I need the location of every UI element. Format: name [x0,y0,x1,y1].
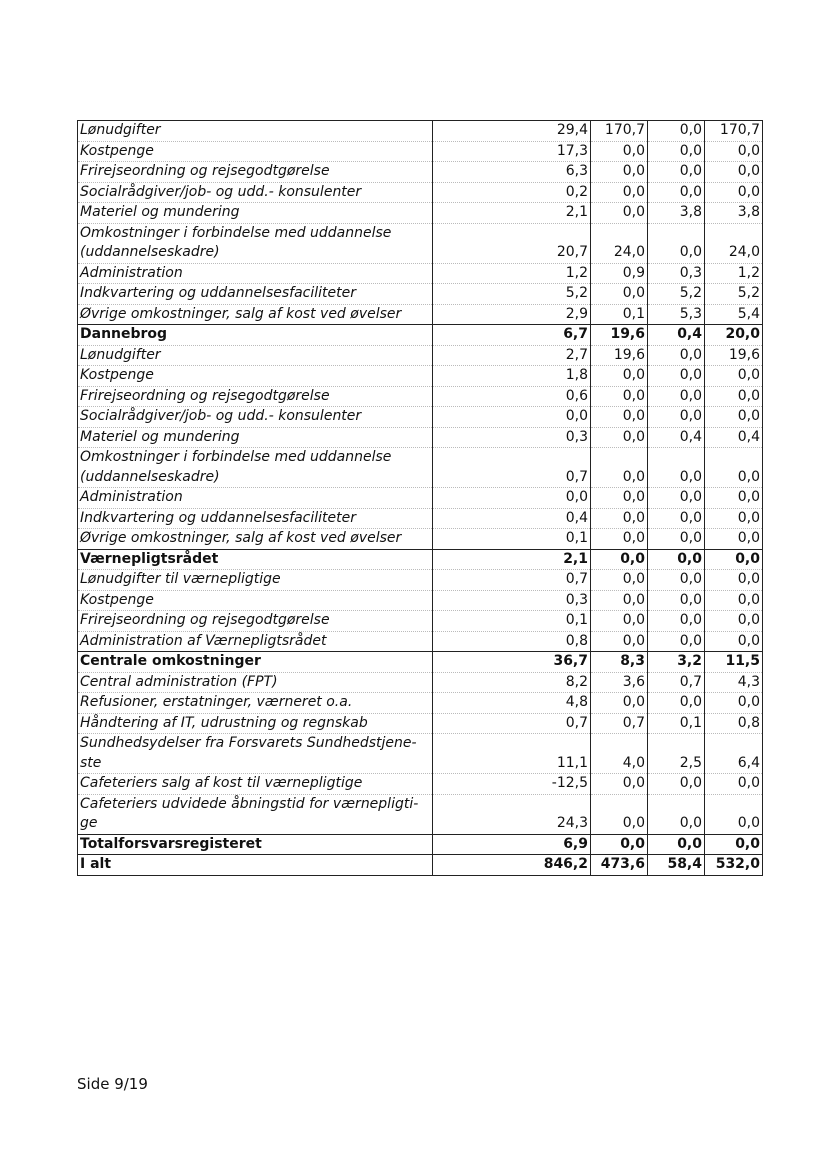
value-cell-1: 6,9 [433,834,591,855]
row-label [78,345,433,366]
table-row [78,263,763,284]
value-cell-1: 0,0 [433,407,591,428]
value-cell-4: 0,0 [705,182,763,203]
row-label-text: Lønudgifter til værnepligtige [80,571,281,587]
row-label-text: Værnepligtsrådet [80,550,219,567]
value-cell-2: 0,0 [591,794,648,834]
value-cell-2: 0,9 [591,263,648,284]
value-cell-1: 0,3 [433,590,591,611]
budget-table [77,120,763,876]
table-row [78,223,763,263]
value-cell-2: 0,0 [591,570,648,591]
value-cell-3: 2,5 [648,734,705,774]
row-label [78,366,433,387]
row-label [78,182,433,203]
value-cell-1: 0,2 [433,182,591,203]
row-label-text: Frirejseordning og rejsegodtgørelse [80,612,330,628]
value-cell-4: 0,0 [705,448,763,488]
table-row [78,693,763,714]
row-label-text: Indkvartering og uddannelsesfaciliteter [80,509,356,526]
table-row [78,611,763,632]
row-label-text: Socialrådgiver/job- og udd.- konsulenter [80,408,362,424]
row-label-text: Håndtering af IT, udrustning og regnskab [80,714,368,731]
value-cell-3: 0,0 [648,141,705,162]
row-label-text: Kostpenge [80,142,154,159]
row-label-text: Indkvartering og uddannelsesfaciliteter [80,285,356,301]
row-label [78,141,433,162]
value-cell-1: 5,2 [433,284,591,305]
value-cell-4: 532,0 [705,855,763,876]
value-cell-4: 0,0 [705,488,763,509]
row-label [78,448,433,488]
value-cell-1: 846,2 [433,855,591,876]
row-label [78,549,433,570]
value-cell-1: 4,8 [433,693,591,714]
value-cell-4: 0,0 [705,834,763,855]
row-label [78,713,433,734]
value-cell-3: 0,0 [648,366,705,387]
value-cell-3: 0,0 [648,386,705,407]
value-cell-4: 0,0 [705,774,763,795]
value-cell-2: 24,0 [591,223,648,263]
value-cell-2: 0,0 [591,508,648,529]
table-section-row [78,325,763,346]
value-cell-4: 0,0 [705,794,763,834]
value-cell-4: 4,3 [705,672,763,693]
value-cell-3: 0,0 [648,508,705,529]
value-cell-2: 0,0 [591,488,648,509]
value-cell-4: 5,2 [705,284,763,305]
value-cell-3: 0,0 [648,121,705,142]
value-cell-4: 0,0 [705,407,763,428]
row-label [78,631,433,652]
value-cell-3: 0,7 [648,672,705,693]
value-cell-2: 0,0 [591,366,648,387]
row-label [78,121,433,142]
value-cell-1: 20,7 [433,223,591,263]
value-cell-4: 0,0 [705,570,763,591]
row-label [78,652,433,673]
row-label [78,203,433,224]
row-label [78,611,433,632]
row-label [78,834,433,855]
value-cell-2: 473,6 [591,855,648,876]
value-cell-2: 0,0 [591,590,648,611]
value-cell-2: 0,0 [591,549,648,570]
row-label-text: Administration [80,489,183,505]
table-row [78,162,763,183]
table-row [78,590,763,611]
row-label [78,529,433,550]
value-cell-1: 2,7 [433,345,591,366]
row-label-text: Frirejseordning og rejsegodtgørelse [80,387,330,404]
table-row [78,448,763,488]
row-label-text: Administration af Værnepligtsrådet [80,632,327,649]
value-cell-1: 1,8 [433,366,591,387]
value-cell-2: 170,7 [591,121,648,142]
row-label-text: Omkostninger i forbindelse med uddannelse [80,224,392,241]
row-label [78,508,433,529]
table-row [78,121,763,142]
value-cell-1: 0,6 [433,386,591,407]
row-label [78,734,433,774]
value-cell-3: 0,4 [648,325,705,346]
row-label [78,794,433,834]
value-cell-1: 0,7 [433,570,591,591]
row-label [78,325,433,346]
row-label [78,162,433,183]
value-cell-2: 0,1 [591,304,648,325]
value-cell-3: 3,2 [648,652,705,673]
value-cell-4: 0,0 [705,162,763,183]
value-cell-3: 0,0 [648,774,705,795]
row-label-continuation: ste [80,754,102,771]
value-cell-2: 0,7 [591,713,648,734]
table-section-row [78,834,763,855]
value-cell-4: 1,2 [705,263,763,284]
value-cell-2: 0,0 [591,529,648,550]
value-cell-3: 0,3 [648,263,705,284]
value-cell-3: 58,4 [648,855,705,876]
value-cell-2: 0,0 [591,448,648,488]
value-cell-4: 20,0 [705,325,763,346]
value-cell-4: 0,0 [705,611,763,632]
value-cell-4: 6,4 [705,734,763,774]
row-label-text: Dannebrog [80,326,168,342]
row-label-text: Cafeteriers udvidede åbningstid for værnepligti- [80,795,419,812]
page-number: Side 9/19 [77,1075,148,1093]
row-label-text: Refusioner, erstatninger, værneret o.a. [80,694,353,710]
value-cell-1: 0,7 [433,713,591,734]
value-cell-1: -12,5 [433,774,591,795]
value-cell-4: 0,4 [705,427,763,448]
value-cell-4: 0,0 [705,508,763,529]
table-row [78,631,763,652]
value-cell-3: 0,0 [648,611,705,632]
value-cell-3: 0,0 [648,693,705,714]
row-label-text: Øvrige omkostninger, salg af kost ved øvelser [80,305,402,322]
value-cell-2: 0,0 [591,631,648,652]
value-cell-3: 0,0 [648,162,705,183]
row-label-text: I alt [80,856,112,872]
row-label-text: Lønudgifter [80,346,161,363]
value-cell-4: 170,7 [705,121,763,142]
value-cell-3: 0,0 [648,182,705,203]
table-row [78,508,763,529]
value-cell-1: 17,3 [433,141,591,162]
row-label-text: Totalforsvarsregisteret [80,835,262,852]
row-label-text: Administration [80,264,183,281]
value-cell-1: 1,2 [433,263,591,284]
value-cell-3: 0,0 [648,448,705,488]
value-cell-2: 0,0 [591,162,648,183]
value-cell-3: 0,0 [648,834,705,855]
table-row [78,304,763,325]
table-row [78,366,763,387]
table-row [78,427,763,448]
value-cell-1: 6,7 [433,325,591,346]
value-cell-4: 0,8 [705,713,763,734]
value-cell-2: 0,0 [591,774,648,795]
table-row [78,203,763,224]
row-label [78,855,433,876]
budget-table-body [78,121,763,876]
value-cell-2: 0,0 [591,386,648,407]
value-cell-4: 0,0 [705,549,763,570]
row-label-text: Sundhedsydelser fra Forsvarets Sundhedstjene- [80,735,417,751]
value-cell-3: 0,1 [648,713,705,734]
value-cell-2: 8,3 [591,652,648,673]
table-row [78,774,763,795]
value-cell-1: 8,2 [433,672,591,693]
value-cell-1: 2,1 [433,203,591,224]
value-cell-3: 5,3 [648,304,705,325]
row-label [78,590,433,611]
value-cell-2: 0,0 [591,182,648,203]
row-label-text: Central administration (FPT) [80,673,278,690]
value-cell-1: 6,3 [433,162,591,183]
table-row [78,794,763,834]
value-cell-4: 11,5 [705,652,763,673]
value-cell-4: 5,4 [705,304,763,325]
row-label [78,693,433,714]
table-row [78,734,763,774]
value-cell-4: 0,0 [705,693,763,714]
value-cell-1: 0,3 [433,427,591,448]
value-cell-4: 0,0 [705,590,763,611]
value-cell-3: 0,0 [648,529,705,550]
table-row [78,488,763,509]
row-label [78,304,433,325]
row-label-text: Materiel og mundering [80,204,240,220]
value-cell-3: 5,2 [648,284,705,305]
value-cell-2: 3,6 [591,672,648,693]
table-row [78,284,763,305]
value-cell-1: 0,0 [433,488,591,509]
value-cell-4: 19,6 [705,345,763,366]
row-label-text: Kostpenge [80,367,154,383]
value-cell-2: 4,0 [591,734,648,774]
row-label-continuation: ge [80,815,98,831]
value-cell-2: 0,0 [591,141,648,162]
table-row [78,529,763,550]
row-label [78,570,433,591]
value-cell-1: 24,3 [433,794,591,834]
value-cell-2: 0,0 [591,427,648,448]
table-row [78,141,763,162]
value-cell-4: 0,0 [705,631,763,652]
value-cell-2: 0,0 [591,693,648,714]
row-label-text: Kostpenge [80,591,154,608]
row-label [78,672,433,693]
row-label-text: Socialrådgiver/job- og udd.- konsulenter [80,183,362,200]
value-cell-1: 2,1 [433,549,591,570]
value-cell-1: 0,4 [433,508,591,529]
table-row [78,570,763,591]
value-cell-1: 0,8 [433,631,591,652]
row-label [78,263,433,284]
row-label-continuation: (uddannelseskadre) [80,468,220,485]
value-cell-4: 0,0 [705,366,763,387]
row-label [78,774,433,795]
value-cell-2: 0,0 [591,611,648,632]
value-cell-4: 0,0 [705,386,763,407]
value-cell-1: 2,9 [433,304,591,325]
row-label [78,223,433,263]
row-label-text: Centrale omkostninger [80,653,261,669]
value-cell-2: 0,0 [591,284,648,305]
row-label-text: Cafeteriers salg af kost til værnepligtige [80,775,363,791]
table-section-row [78,652,763,673]
table-section-row [78,855,763,876]
row-label-continuation: (uddannelseskadre) [80,244,220,260]
table-row [78,407,763,428]
table-row [78,182,763,203]
row-label [78,407,433,428]
row-label [78,284,433,305]
value-cell-2: 0,0 [591,203,648,224]
row-label [78,386,433,407]
value-cell-3: 0,0 [648,631,705,652]
value-cell-1: 0,7 [433,448,591,488]
value-cell-2: 19,6 [591,345,648,366]
value-cell-4: 0,0 [705,141,763,162]
row-label [78,488,433,509]
row-label-text: Materiel og mundering [80,428,240,445]
table-section-row [78,549,763,570]
value-cell-1: 11,1 [433,734,591,774]
table-row [78,672,763,693]
value-cell-3: 0,4 [648,427,705,448]
value-cell-2: 0,0 [591,407,648,428]
row-label-text: Omkostninger i forbindelse med uddannelse [80,449,392,465]
value-cell-3: 0,0 [648,345,705,366]
row-label-text: Frirejseordning og rejsegodtgørelse [80,163,330,179]
value-cell-1: 0,1 [433,529,591,550]
value-cell-3: 0,0 [648,590,705,611]
value-cell-3: 3,8 [648,203,705,224]
value-cell-3: 0,0 [648,407,705,428]
value-cell-2: 0,0 [591,834,648,855]
table-row [78,345,763,366]
value-cell-1: 0,1 [433,611,591,632]
value-cell-1: 36,7 [433,652,591,673]
row-label-text: Lønudgifter [80,122,161,138]
value-cell-3: 0,0 [648,549,705,570]
value-cell-4: 24,0 [705,223,763,263]
value-cell-2: 19,6 [591,325,648,346]
row-label [78,427,433,448]
row-label-text: Øvrige omkostninger, salg af kost ved øvelser [80,530,402,546]
value-cell-1: 29,4 [433,121,591,142]
table-row [78,386,763,407]
value-cell-4: 0,0 [705,529,763,550]
value-cell-3: 0,0 [648,488,705,509]
value-cell-3: 0,0 [648,570,705,591]
value-cell-4: 3,8 [705,203,763,224]
table-row [78,713,763,734]
value-cell-3: 0,0 [648,223,705,263]
value-cell-3: 0,0 [648,794,705,834]
